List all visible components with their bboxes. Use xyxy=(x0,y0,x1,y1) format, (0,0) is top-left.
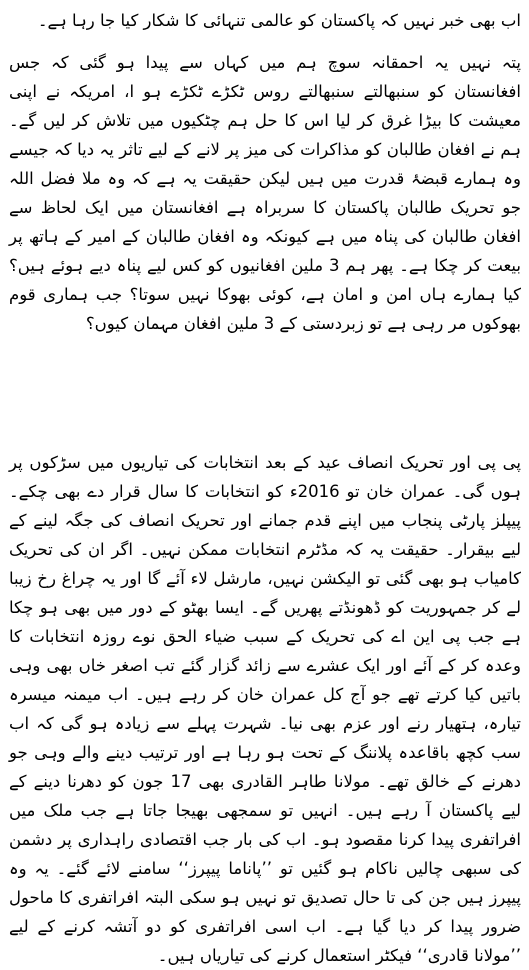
paragraph-2: پتہ نہیں یہ احمقانہ سوچ ہم میں کہاں سے پیدا ہو گئی کہ جس افغانستان کو سنبھالتے سنبھالتے روس ٹکڑے ٹکڑے ہو ا، امریکہ نے اپنی معیشت کا بیڑا غرق کر لیا اس کا حل ہم چٹکیوں میں تلاش کر لیں گے۔ ہم نے افغان طالبان کو مذاکرات کی میز پر لانے کے لیے تاثر یہ دیا کہ جیسے وہ ہمارے قبضۂ قدرت میں ہیں لیکن حقیقت یہ ہے کہ وہ ملا فضل اللہ جو تحریک طالبان پاکستان کا سربراہ ہے افغانستان میں ایک لحاظ سے افغان طالبان کی پناہ میں ہے کیونکہ وہ افغان طالبان کے امیر کے ہاتھ پر بیعت کر چکا ہے۔ پھر ہم 3 ملین افغانیوں کو کس لیے پناہ دیے ہوئے ہیں؟ کیا ہمارے ہاں امن و امان ہے، کوئی بھوکا نہیں سوتا؟ جب ہماری قوم بھوکوں مر رہی ہے تو زبردستی کے 3 ملین افغان مہمان کیوں؟ xyxy=(9,53,521,333)
paragraph-3: پی پی اور تحریک انصاف عید کے بعد انتخابات کی تیاریوں میں سڑکوں پر ہوں گی۔ عمران خان تو 2016ء کو انتخابات کا سال قرار دے بھی چکے۔ پیپلز پارٹی پنجاب میں اپنے قدم جمانے اور تحریک انصاف کی جگہ لینے کے لیے بیقرار۔ حقیقت یہ کہ مڈٹرم انتخابات ممکن نہیں۔ اگر ان کی تحریک کامیاب ہو بھی گئی تو الیکشن نہیں، مارشل لاء آئے گا اور یہ چراغ رخ زیبا لے کر جمہوریت کو ڈھونڈتے پھریں گے۔ ایسا بھٹو کے دور میں بھی ہو چکا ہے جب پی این اے کی تحریک کے سبب ضیاء الحق نوے روزہ انتخابات کا وعدہ کر کے آئے اور ایک عشرے سے زائد گزار گئے تب اصغر خاں بھی وہی باتیں کیا کرتے تھے جو آج کل عمران خان کر رہے ہیں۔ اب میمنہ میسرہ تیارہ، ہتھیار رنے اور عزم بھی نیا۔ شہرت پہلے سے زیادہ ہو گی کہ اب سب کچھ باقاعدہ پلاننگ کے تحت ہو رہا ہے اور ترتیب دینے والے وہی جو دھرنے کے خالق تھے۔ مولانا طاہر القادری بھی 17 جون کو دھرنا دینے کے لیے پاکستان آ رہے ہیں۔ انہیں تو سمجھی بھیجا جاتا ہے جب ملک میں افراتفری پیدا کرنا مقصود ہو۔ اب کی بار جب اقتصادی راہداری پر دشمن کی سبھی چالیں ناکام ہو گئیں تو ’’پاناما پیپرز‘‘ سامنے لائے گئے۔ یہ وہ پیپرز ہیں جن کی تا حال تصدیق تو نہیں ہو سکی البتہ افراتفری کا ماحول ضرور پیدا کر دیا گیا ہے۔ اب اسی افراتفری کو دو آتشہ کرنے کے لیے ’’مولانا قادری‘‘ فیکٹر استعمال کرنے کی تیاریاں ہیں۔ xyxy=(9,453,522,965)
paragraph-1: اب بھی خبر نہیں کہ پاکستان کو عالمی تنہائی کا شکار کیا جا رہا ہے۔ xyxy=(37,11,521,30)
